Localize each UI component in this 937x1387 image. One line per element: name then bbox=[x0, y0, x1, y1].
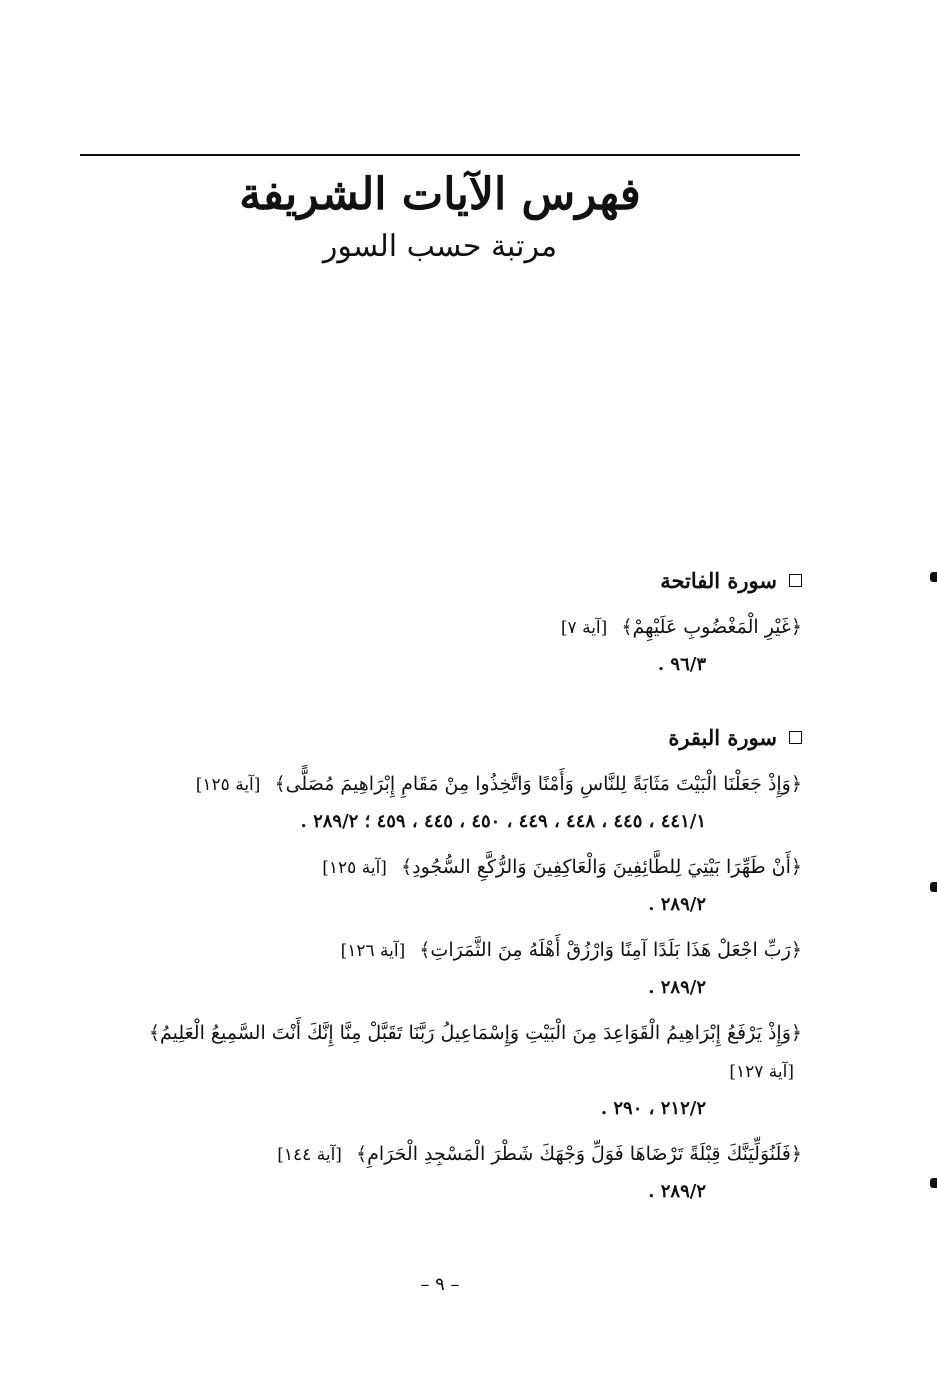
header-rule bbox=[80, 154, 800, 156]
page-references: ٢٨٩/٢ . bbox=[648, 977, 706, 998]
verse-text: ﴿فَلَنُوَلِّيَنَّكَ قِبْلَةً تَرْضَاهَا فَوَلِّ وَجْهَكَ شَطْرَ الْمَسْجِدِ الْحَرَامِ﴾ bbox=[355, 1143, 802, 1165]
surah-heading bbox=[112, 560, 802, 600]
verse-text: ﴿وَإِذْ جَعَلْنَا الْبَيْتَ مَثَابَةً لِلنَّاسِ وَأَمْنًا وَاتَّخِذُوا مِنْ مَقَامِ إِبْرَاهِيمَ مُصَلًّى﴾ bbox=[274, 773, 802, 795]
verse-entry bbox=[112, 931, 802, 1006]
verse-entry bbox=[112, 1014, 802, 1127]
page-references: ٤٤١/١ ، ٤٤٥ ، ٤٤٨ ، ٤٤٩ ، ٤٥٠ ، ٤٤٥ ، ٤٥٩ ؛ ٢٨٩/٢ . bbox=[300, 811, 706, 832]
verse-text: ﴿غَيْرِ الْمَغْضُوبِ عَلَيْهِمْ﴾ bbox=[621, 616, 802, 638]
scan-edge-mark bbox=[930, 1178, 937, 1188]
square-bullet-icon bbox=[789, 574, 802, 587]
verse-entry bbox=[112, 1135, 802, 1210]
page-references: ٢٨٩/٢ . bbox=[648, 1181, 706, 1202]
verse-entry bbox=[112, 608, 802, 683]
page-title: فهرس الآيات الشريفة bbox=[239, 169, 641, 220]
verse-reference: [آية ١٤٤] bbox=[277, 1145, 342, 1165]
page-references: ٩٦/٣ . bbox=[657, 654, 706, 675]
page-subtitle: مرتبة حسب السور bbox=[322, 229, 558, 264]
verse-text: ﴿أَنْ طَهِّرَا بَيْتِيَ لِلطَّائِفِينَ وَالْعَاكِفِينَ وَالرُّكَّعِ السُّجُودِ﴾ bbox=[400, 856, 802, 878]
surah-section-fatiha bbox=[112, 560, 802, 683]
scan-edge-mark bbox=[930, 882, 937, 892]
verse-reference: [آية ١٢٦] bbox=[340, 941, 406, 961]
page-references: ٢٨٩/٢ . bbox=[648, 894, 706, 915]
verse-text: ﴿وَإِذْ يَرْفَعُ إِبْرَاهِيمُ الْقَوَاعِدَ مِنَ الْبَيْتِ وَإِسْمَاعِيلُ رَبَّنَا تَقَبَّلْ مِنَّا إِنَّكَ أَنْتَ السَّمِيعُ الْعَلِيمُ﴾ bbox=[148, 1022, 802, 1044]
verse-text: ﴿رَبِّ اجْعَلْ هَذَا بَلَدًا آمِنًا وَارْزُقْ أَهْلَهُ مِنَ الثَّمَرَاتِ﴾ bbox=[419, 939, 802, 961]
surah-section-baqarah bbox=[112, 717, 802, 1210]
page-number: – ٩ – bbox=[420, 1274, 460, 1295]
scan-edge-mark bbox=[930, 572, 937, 582]
verse-line bbox=[112, 848, 802, 887]
verse-reference: [آية ٧] bbox=[560, 618, 608, 638]
surah-name: سورة البقرة bbox=[668, 724, 777, 750]
verse-line bbox=[112, 1135, 802, 1174]
verse-index bbox=[112, 560, 802, 1210]
verse-line bbox=[112, 765, 802, 804]
page-references: ٢١٢/٢ ، ٢٩٠ . bbox=[600, 1098, 706, 1119]
verse-line bbox=[112, 1014, 802, 1091]
surah-heading bbox=[112, 717, 802, 757]
verse-reference: [آية ١٢٧] bbox=[729, 1062, 794, 1082]
square-bullet-icon bbox=[789, 731, 802, 744]
verse-reference: [آية ١٢٥] bbox=[322, 858, 387, 878]
verse-line bbox=[112, 931, 802, 970]
verse-entry bbox=[112, 848, 802, 923]
surah-name: سورة الفاتحة bbox=[660, 567, 777, 593]
verse-line bbox=[112, 608, 802, 647]
verse-entry bbox=[112, 765, 802, 840]
verse-reference: [آية ١٢٥] bbox=[195, 775, 261, 795]
